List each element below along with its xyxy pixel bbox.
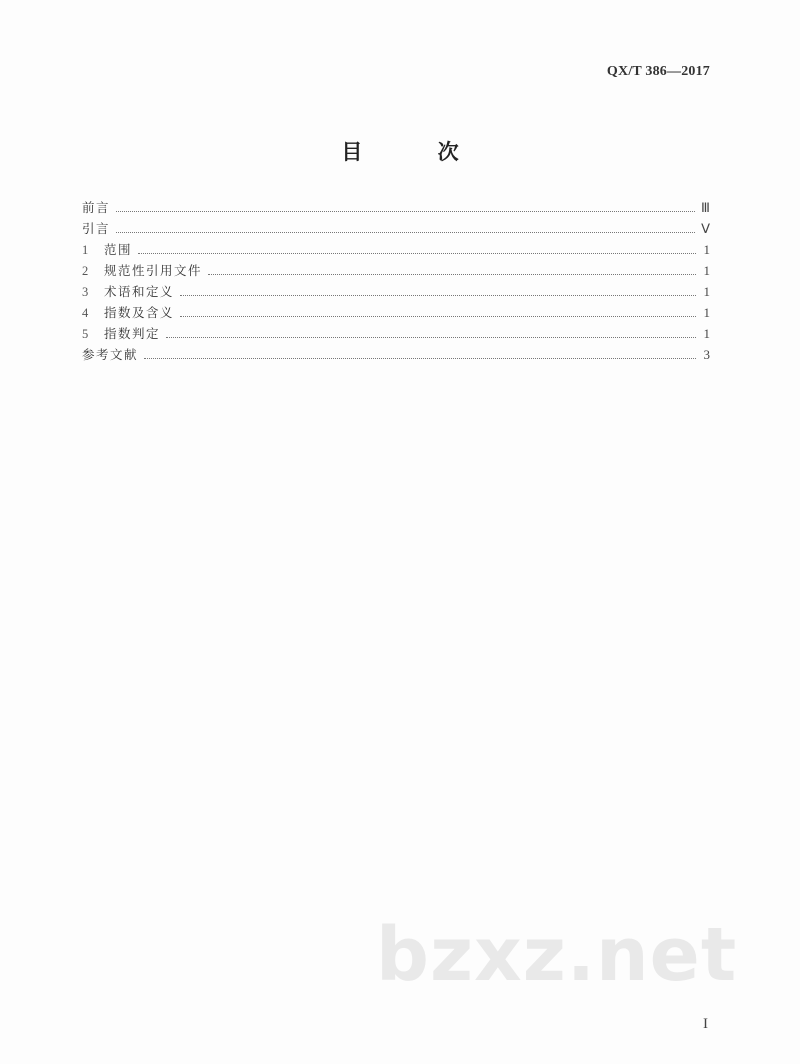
toc-dot-leader [144,357,696,359]
toc-dot-leader [116,231,695,233]
toc-entry-bibliography[interactable] [82,345,710,366]
toc-entry-introduction[interactable] [82,219,710,240]
toc-entry-label: 规范性引用文件 [104,263,203,278]
toc-dot-leader [180,315,696,317]
toc-entry-number: 3 [82,285,89,299]
toc-entry-page: 1 [703,305,710,320]
toc-title: 目 次 [341,140,493,164]
table-of-contents [82,198,710,366]
toc-entry-page: Ⅴ [701,221,710,236]
watermark: bzxz.net [376,912,738,998]
toc-entry-page: 1 [703,242,710,257]
toc-entry-page: Ⅲ [701,200,710,215]
toc-entry-index-meaning[interactable] [82,303,710,324]
toc-entry-label: 指数判定 [104,326,161,341]
toc-dot-leader [208,273,696,275]
toc-entry-number: 2 [82,264,89,278]
toc-entry-label: 范围 [104,242,133,257]
toc-entry-page: 3 [703,347,710,362]
toc-entry-terms-definitions[interactable] [82,282,710,303]
toc-entry-normative-references[interactable] [82,261,710,282]
toc-dot-leader [166,336,696,338]
toc-entry-label: 前言 [82,200,111,215]
toc-dot-leader [116,210,695,212]
page-number: I [703,1016,708,1032]
toc-entry-label: 参考文献 [82,347,139,362]
toc-entry-label: 术语和定义 [104,284,175,299]
toc-entry-scope[interactable] [82,240,710,261]
toc-dot-leader [180,294,696,296]
toc-entry-label: 引言 [82,221,111,236]
toc-entry-label: 指数及含义 [104,305,175,320]
toc-entry-number: 1 [82,243,89,257]
toc-entry-page: 1 [703,263,710,278]
toc-dot-leader [138,252,696,254]
toc-entry-number: 4 [82,306,89,320]
toc-entry-foreword[interactable] [82,198,710,219]
document-code: QX/T 386—2017 [606,64,710,79]
toc-entry-index-determination[interactable] [82,324,710,345]
toc-entry-page: 1 [703,326,710,341]
toc-entry-number: 5 [82,327,89,341]
toc-entry-page: 1 [703,284,710,299]
